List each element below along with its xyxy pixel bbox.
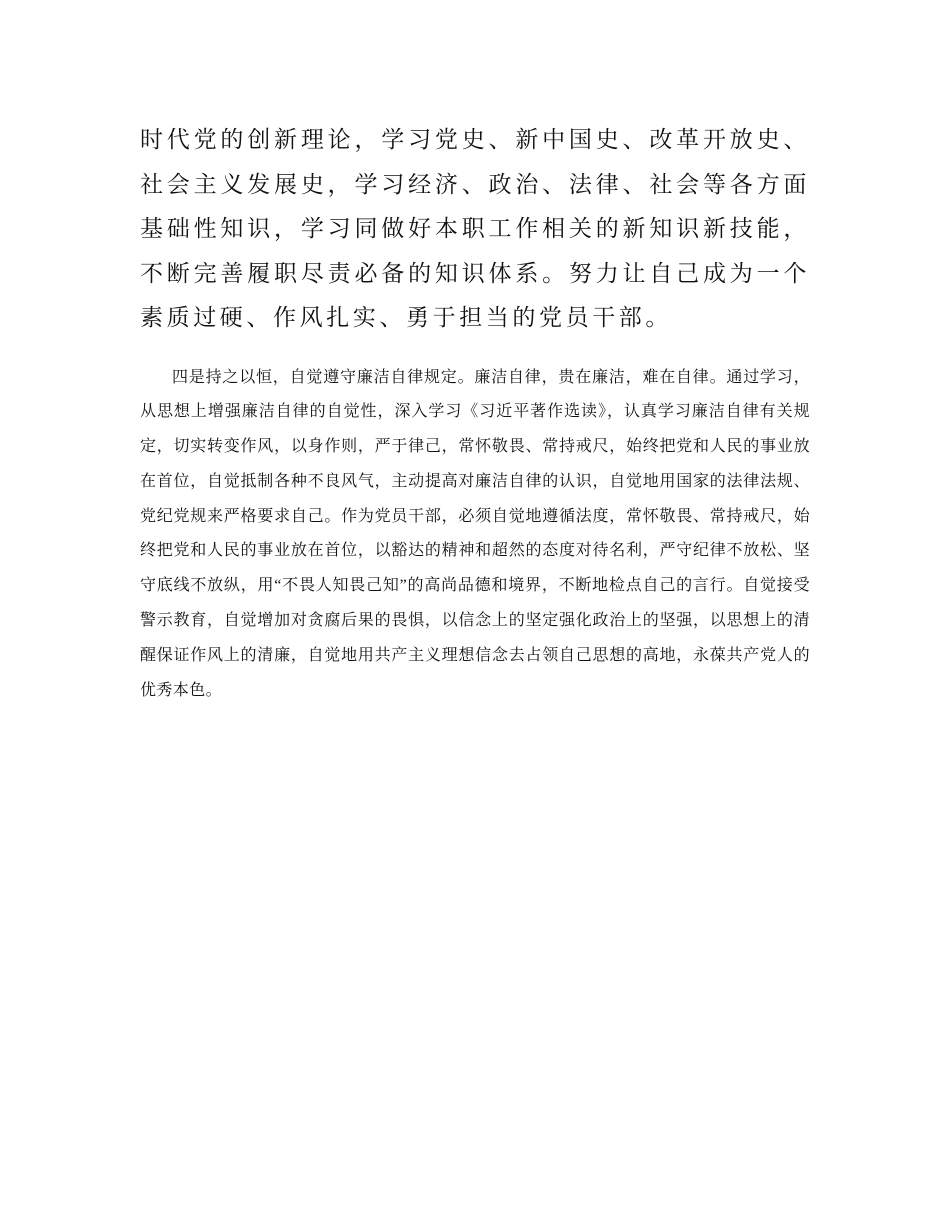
paragraph-integrity-self-discipline: 四是持之以恒，自觉遵守廉洁自律规定。廉洁自律，贵在廉洁，难在自律。通过学习，从思想上增强廉洁自律的自觉性，深入学习《习近平著作选读》，认真学习廉洁自律有关规定，切实转变作风，以身作则，严于律己，常怀敬畏、常持戒尺，始终把党和人民的事业放在首位，自觉抵制各种不良风气，主动提高对廉洁自律的认识，自觉地用国家的法律法规、党纪党规来严格要求自己。作为党员干部，必须自觉地遵循法度，常怀敬畏、常持戒尺，始终把党和人民的事业放在首位，以豁达的精神和超然的态度对待名利，严守纪律不放松、坚守底线不放纵，用“不畏人知畏己知”的高尚品德和境界，不断地检点自己的言行。自觉接受警示教育，自觉增加对贪腐后果的畏惧，以信念上的坚定强化政治上的坚强，以思想上的清醒保证作风上的清廉，自觉地用共产主义理想信念去占领自己思想的高地，永葆共产党人的优秀本色。 bbox=[140, 368, 810, 699]
paragraph-study-knowledge: 时代党的创新理论，学习党史、新中国史、改革开放史、社会主义发展史，学习经济、政治、法律、社会等各方面基础性知识，学习同做好本职工作相关的新知识新技能，不断完善履职尽责必备的知识体系。努力让自己成为一个素质过硬、作风扎实、勇于担当的党员干部。 bbox=[140, 127, 810, 331]
document-body bbox=[140, 118, 810, 708]
